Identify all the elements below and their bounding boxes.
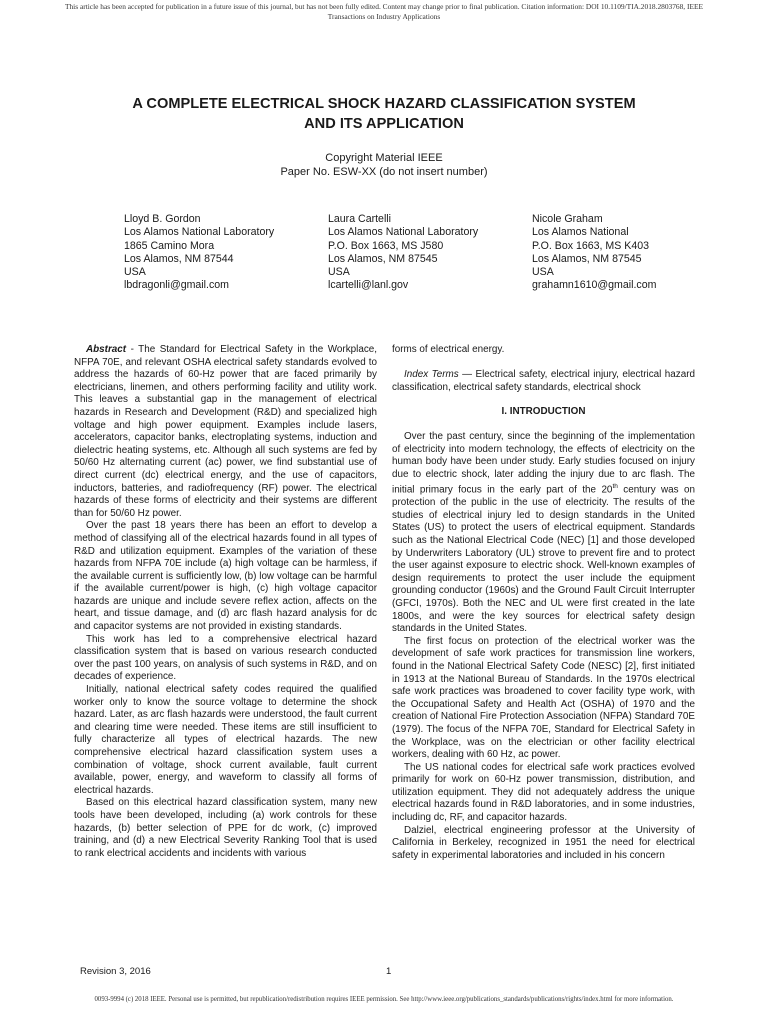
- left-column: [74, 344, 377, 860]
- publication-notice: [20, 2, 748, 22]
- superscript-th: th: [612, 483, 618, 491]
- abstract-paragraph-1: [74, 344, 377, 520]
- paper-title-line1: A COMPLETE ELECTRICAL SHOCK HAZARD CLASSIFICATION SYSTEM: [132, 96, 636, 112]
- abstract-text: - The Standard for Electrical Safety in the Workplace, NFPA 70E, and relevant OSHA electrical safety standards evolved to address the hazards of 60-Hz power that are faced primarily by electricians, linemen, and others performing facility and utility work. This leaves a substantial gap in the management of electrical hazards in Research and Development (R&D) and specialized high voltage and high power equipment. Examples include lasers, accelerators, capacitor banks, electroplating systems, induction and dielectric heating systems, etc. Although all such systems are fed by 50/60 Hz alternating current (ac) power, we find substantial use of direct current (dc) electrical energy, and the use of capacitors, inductors, batteries, and radiofrequency (RF) power. The electrical hazards of these forms of electricity and their systems are different than for 50/60 Hz power.: [74, 344, 377, 519]
- intro-paragraph-1-a: Over the past century, since the beginning of the implementation of electricity into modern technology, the effects of electricity on the human body have been under study. Early studies focused on injury due to electric shock, later adding the injury due to arc flash. The initial primary focus in the early part of the 20: [392, 430, 695, 496]
- author-address: 1865 Camino Mora: [124, 239, 215, 252]
- author-city: Los Alamos, NM 87545: [328, 252, 438, 265]
- abstract-paragraph-5: Based on this electrical hazard classification system, many new tools have been developed, including (a) work controls for these hazards, (b) better selection of PPE for dc work, (c) improved training, and (d) a new Electrical Severity Ranking Tool that is used to rank electrical accidents and incidents with various: [74, 797, 377, 859]
- index-terms: [392, 369, 695, 394]
- paper-number: Paper No. ESW-XX (do not insert number): [280, 166, 488, 178]
- intro-paragraph-4: Dalziel, electrical engineering professor at the University of California in Berkeley, recognized in 1951 the need for electrical safety in experimental laboratories and included in his concern: [392, 824, 695, 861]
- author-address: P.O. Box 1663, MS K403: [532, 239, 649, 252]
- author-org: Los Alamos National Laboratory: [328, 226, 479, 239]
- author-country: USA: [532, 266, 554, 279]
- author-country: USA: [328, 266, 350, 279]
- intro-paragraph-3: The US national codes for electrical safe work practices evolved primarily for work on 60-Hz power transmission, distribution, and utilization equipment. They did not adequately address the unique electrical hazards found in R&D laboratories, and in some industries, including dc, RF, and capacitor hazards.: [392, 761, 695, 824]
- author-block-3: [532, 213, 732, 293]
- author-block-2: [328, 213, 528, 293]
- abstract-label: Abstract: [86, 344, 127, 355]
- author-org: Los Alamos National: [532, 226, 629, 239]
- abstract-paragraph-4: Initially, national electrical safety codes required the qualified worker only to know the source voltage to determine the shock hazard. Later, as arc flash hazards were understood, the fault current and clearing time were needed. These items are still insufficient to fully characterize all types of electrical hazards. The new comprehensive electrical hazard classification system uses a combination of voltage, shock current available, fault current available, power, energy, and waveform to classify all forms of electrical hazards.: [74, 684, 377, 796]
- author-block-1: [124, 213, 324, 293]
- abstract-paragraph-2: Over the past 18 years there has been an effort to develop a method of classifying all of the electrical hazards found in all types of R&D and utilization equipment. Examples of the variation of these hazards from NFPA 70E include (a) high voltage can be harmless, if the available current is sufficiently low, (b) low voltage can be harmful if the available current/power is high, (c) high voltage capacitor hazards are unique and include severe reflex action, affects on the heart, and tissue damage, and (d) arc flash hazard analysis for dc and capacitor systems are not provided in existing standards.: [74, 520, 377, 633]
- index-terms-label: Index Terms: [404, 369, 459, 381]
- intro-paragraph-2: The first focus on protection of the electrical worker was the development of safe work practices for transmission line workers, found in the National Electrical Safety Code (NESC) [2], first initiated in 1913 at the National Bureau of Standards. In the 1970s electrical safe work practices was broadened to cover facility type work, with the Occupational Safety and Health Act (OSHA) of 1970 and the creation of National Fire Protection Association (NFPA) Standard 70E (1979). The focus of the NFPA 70E, Standard for Electrical Safety in the Workplace, was on the electrician or other facility electrical workers, dealing with 60 Hz, ac power.: [392, 635, 695, 761]
- copyright-material: Copyright Material IEEE: [325, 152, 443, 164]
- right-column: [392, 344, 695, 862]
- author-city: Los Alamos, NM 87544: [124, 252, 234, 265]
- publication-notice-line2: Transactions on Industry Applications: [327, 12, 441, 21]
- author-org: Los Alamos National Laboratory: [124, 226, 275, 239]
- paper-subtitle: [40, 151, 728, 179]
- author-email: lcartelli@lanl.gov: [328, 279, 409, 292]
- author-name: Nicole Graham: [532, 213, 603, 225]
- revision-label: Revision 3, 2016: [80, 966, 151, 977]
- author-email: grahamn1610@gmail.com: [532, 279, 657, 292]
- intro-paragraph-1: [392, 431, 695, 636]
- paper-title-line2: AND ITS APPLICATION: [304, 116, 464, 132]
- intro-paragraph-1-b: century was on protection of the public in the use of electricity. The results of the studies of electrical injury led to design standards in the United States (US) to protect the users of electrical equipment. Standards such as the National Electrical Code (NEC) [1] and those developed by Underwriters Laboratory (UL) strove to prevent fire and to protect the user against exposure to electric shock. Well-known examples of design requirements to protect the user include the equipment grounding conductor (1960s) and the Ground Fault Circuit Interrupter (GFCI, 1970s). Both the NEC and UL were first created in the late 1800s, and were the key sources for electrical safety design standards in the United States.: [392, 484, 695, 635]
- paper-title: [40, 94, 728, 134]
- abstract-paragraph-3: This work has led to a comprehensive electrical hazard classification system that is based on various research conducted over the past 100 years, on analysis of such systems in R&D, and on decades of experience.: [74, 633, 377, 683]
- publication-notice-line1: This article has been accepted for publication in a future issue of this journal, but has not been fully edited. Content may change prior to final publication. Citation information: DOI 10.1109/TIA.2018.2803768, IEEE: [64, 2, 704, 11]
- section-heading-introduction: I. INTRODUCTION: [501, 406, 586, 418]
- author-city: Los Alamos, NM 87545: [532, 252, 642, 265]
- copyright-footer: 0093-9994 (c) 2018 IEEE. Personal use is permitted, but republication/redistribution requires IEEE permission. See http://www.ieee.org/publications_standards/publications/rights/index.html for more information.: [94, 996, 674, 1003]
- author-name: Lloyd B. Gordon: [124, 213, 201, 225]
- author-address: P.O. Box 1663, MS J580: [328, 239, 444, 252]
- index-terms-text: — Electrical safety, electrical injury, electrical hazard classification, electrical safety standards, electrical shock: [392, 369, 695, 393]
- author-email: lbdragonli@gmail.com: [124, 279, 229, 292]
- page-number: 1: [386, 966, 392, 977]
- abstract-paragraph-6: forms of electrical energy.: [392, 344, 505, 355]
- author-country: USA: [124, 266, 146, 279]
- author-name: Laura Cartelli: [328, 213, 392, 225]
